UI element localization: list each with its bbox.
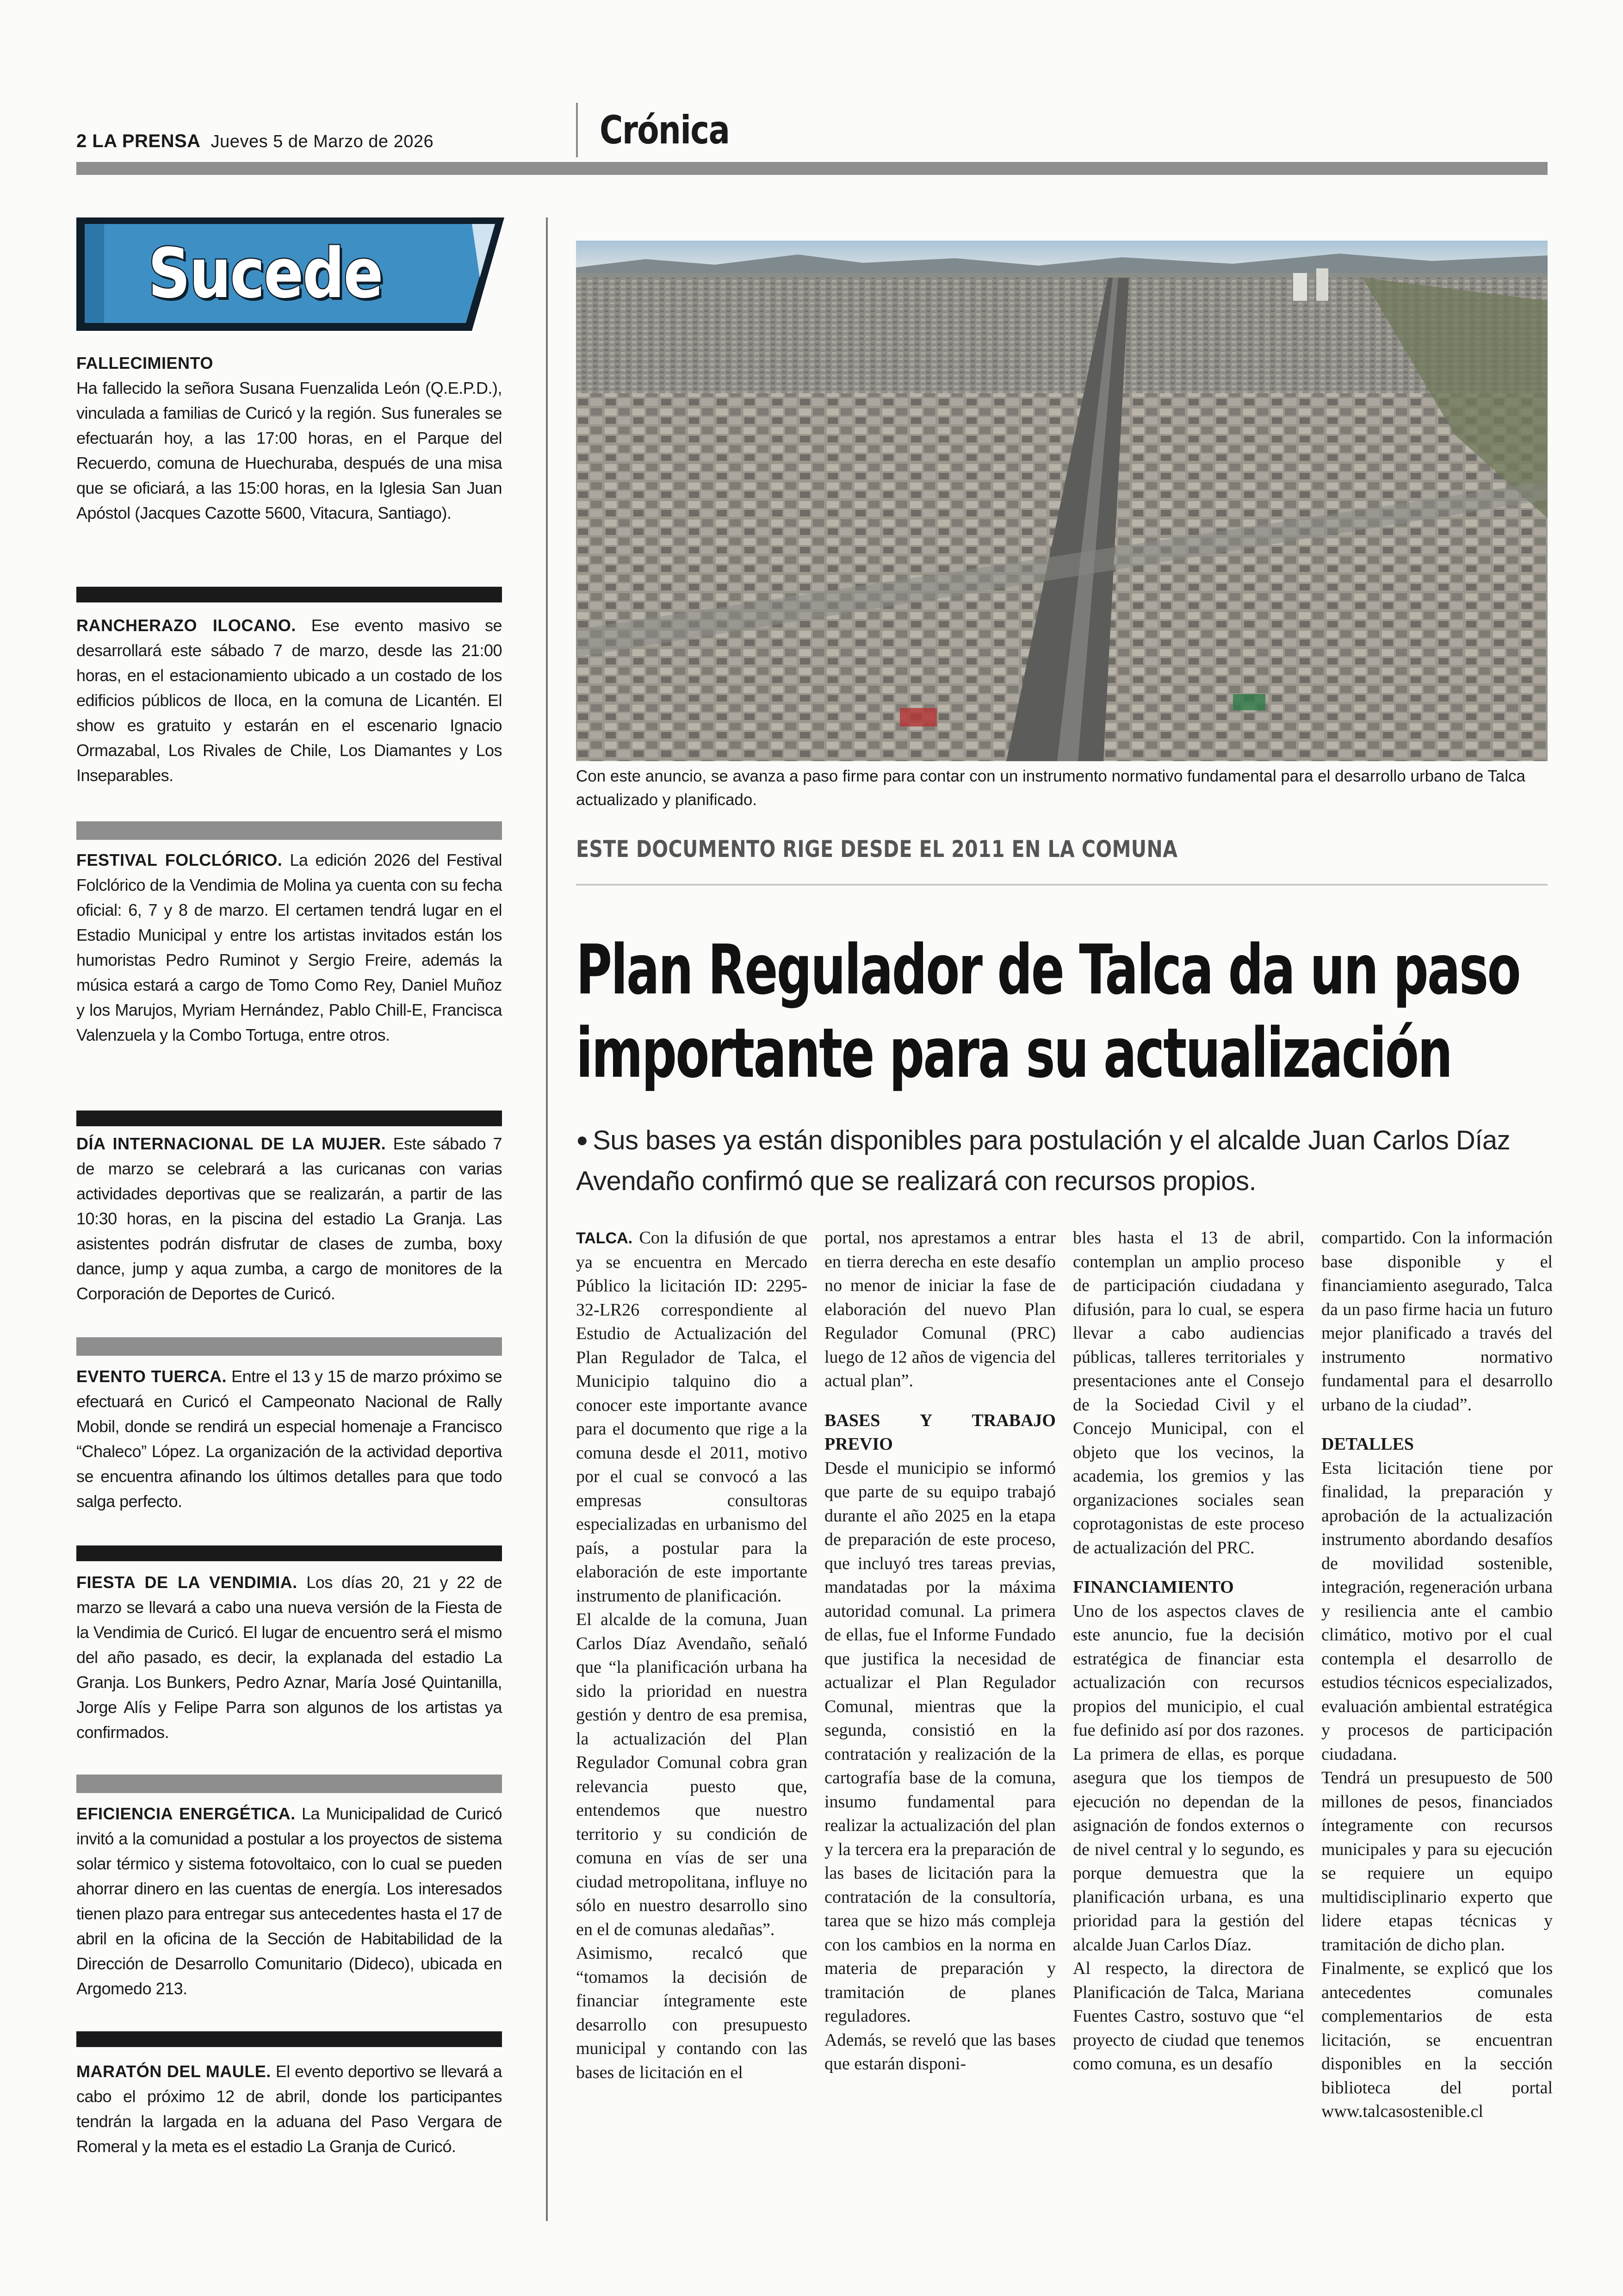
article-summary: [576, 1120, 1552, 1202]
item-title: RANCHERAZO ILOCANO.: [76, 616, 296, 635]
subheading: BASES Y TRABAJO PREVIO: [824, 1410, 1056, 1454]
item-title: DÍA INTERNACIONAL DE LA MUJER.: [76, 1134, 386, 1153]
item-text: El evento deportivo se llevará a cabo el próximo 12 de abril, donde los participantes tendrán la largada en la aduana del Paso Vergara de Romeral y la meta es el estadio La Granja de Curicó.: [76, 2062, 502, 2156]
body-paragraph: Uno de los aspectos claves de este anuncio, fue la decisión estratégica de financiar esta actualización con recursos propios del municipio, el cual fue definido así por dos razones. La primera de ellas, es porque asegura que los tiempos de ejecución no dependan de la asignación de fondos externos o de nivel central y lo segundo, es porque demuestra que la planificación urbana, es una prioridad para la gestión del alcalde Juan Carlos Díaz.: [1073, 1601, 1304, 1955]
subheading: FINANCIAMIENTO: [1073, 1577, 1234, 1597]
item-title: FALLECIMIENTO: [76, 354, 213, 372]
separator-bar: [76, 821, 502, 840]
body-paragraph: Desde el municipio se informó que parte de su equipo trabajó durante el año 2025 en la etapa de preparación de este proceso, que incluyó tres tareas previas, mandatadas por la máxima autoridad comunal. La primera de ellas, fue el Informe Fundado que justifica la necesidad de actualizar el Plan Regulador Comunal, mientras que la segunda, consistió en la contratación y realización de la cartografía base de la comuna, insumo fundamental para realizar la actualización del plan y la tercera era la preparación de las bases de licitación para la contratación de la consultoría, tarea que se hizo más compleja con los cambios en la norma en materia de preparación y tramitación de planes reguladores.: [824, 1458, 1056, 2026]
item-text: La edición 2026 del Festival Folclórico de la Vendimia de Molina ya cuenta con su fecha oficial: 6, 7 y 8 de marzo. El certamen tendrá lugar en el Estadio Municipal y entre los artistas invitados están los humoristas Pedro Ruminot y Sergio Freire, además la música estará a cargo de Tomo Como Rey, Daniel Muñoz y los Marujos, Myriam Hernández, Pablo Chill-E, Francisca Valenzuela y la Combo Tortuga, entre otros.: [76, 850, 502, 1044]
sidebar-item: [76, 1131, 502, 1306]
aerial-city-photo: [576, 241, 1548, 761]
header-rule: [76, 162, 1548, 175]
body-paragraph: El alcalde de la comuna, Juan Carlos Díaz Avendaño, señaló que “la planificación urbana ha sido la prioridad en nuestra gestión y dentro de esa premisa, la actualización del Plan Regulador Comunal cobra gran relevancia puesto que, entendemos que nuestro territorio y su condición de comuna en vías de ser una ciudad metropolitana, influye no sólo en nuestro desarrollo sino en el de comunas aledañas”.: [576, 1610, 807, 1939]
body-paragraph: Finalmente, se explicó que los antecedentes comunales complementarios de esta licitación, se encuentran disponibles en la sección biblioteca del portal www.talcasostenible.cl: [1321, 1959, 1553, 2121]
sidebar-item: [76, 2059, 502, 2159]
body-paragraph: Además, se reveló que las bases que estarán disponi-: [824, 2030, 1056, 2073]
body-paragraph: bles hasta el 13 de abril, contemplan un amplio proceso de participación ciudadana y difusión, para lo cual, se espera llevar a cabo audiencias públicas, talleres territoriales y presentaciones ante el Consejo de la Sociedad Civil y el Concejo Municipal, con el objeto que los vecinos, la academia, los gremios y las organizaciones sociales sean coprotagonistas de este proceso de actualización del PRC.: [1073, 1228, 1304, 1558]
sidebar-item: [76, 1570, 502, 1745]
sidebar-item: [76, 613, 502, 788]
summary-text: Sus bases ya están disponibles para postulación y el alcalde Juan Carlos Díaz Avendaño confirmó que se realizará con recursos propios.: [576, 1125, 1511, 1196]
item-text: Ha fallecido la señora Susana Fuenzalida León (Q.E.P.D.), vinculada a familias de Curicó y la región. Sus funerales se efectuarán hoy, a las 17:00 horas, en el Parque del Recuerdo, comuna de Huechuraba, después de una misa que se oficiará, a las 15:00 horas, en la Iglesia San Juan Apóstol (Jacques Cazotte 5600, Vitacura, Santiago).: [76, 379, 502, 522]
sidebar-item: [76, 351, 502, 526]
body-column-3: [1073, 1226, 1304, 2076]
body-paragraph: compartido. Con la información base disponible y el financiamiento asegurado, Talca da un paso firme hacia un futuro mejor planificado a través del instrumento normativo fundamental para el desarrollo urbano de la ciudad”.: [1321, 1228, 1553, 1415]
photo-caption: Con este anuncio, se avanza a paso firme para contar con un instrumento normativo fundamental para el desarrollo urbano de Talca actualizado y planificado.: [576, 767, 1525, 809]
item-text: Este sábado 7 de marzo se celebrará a las curicanas con varias actividades deportivas que se realizarán, a partir de las 10:30 horas, en la piscina del estadio La Granja. Las asistentes podrán disfrutar de clases de zumba, boxy dance, jump y aqua zumba, a cargo de monitores de la Corporación de Deportes de Curicó.: [76, 1134, 502, 1303]
item-text: Ese evento masivo se desarrollará este sábado 7 de marzo, desde las 21:00 horas, en el estacionamiento ubicado a un costado de los edificios públicos de Iloca, en la comuna de Licantén. El show es gratuito y estarán en el escenario Ignacio Ormazabal, Los Rivales de Chile, Los Diamantes y Los Inseparables.: [76, 616, 502, 785]
body-column-2: [824, 1226, 1056, 2076]
body-column-4: [1321, 1226, 1553, 2124]
separator-bar: [76, 2031, 502, 2047]
item-title: FESTIVAL FOLCLÓRICO.: [76, 850, 283, 869]
sidebar-item: [76, 1364, 502, 1514]
header-divider: [576, 103, 578, 157]
separator-bar: [76, 1337, 502, 1356]
item-title: EFICIENCIA ENERGÉTICA.: [76, 1804, 296, 1823]
section-title: Crónica: [600, 107, 730, 153]
page-number: 2: [76, 131, 87, 151]
sucede-banner-title: Sucede: [148, 234, 383, 313]
item-text: Entre el 13 y 15 de marzo próximo se efectuará en Curicó el Campeonato Nacional de Rally Mobil, donde se rendirá un especial homenaje a Francisco “Chaleco” López. La organización de la actividad deportiva se encuentra afinando los últimos detalles para que todo salga perfecto.: [76, 1367, 502, 1511]
kicker-rule: [576, 884, 1548, 886]
body-paragraph: Asimismo, recalcó que “tomamos la decisión de financiar íntegramente este desarrollo con presupuesto municipal y contando con las bases de licitación en el: [576, 1943, 807, 2082]
separator-bar: [76, 1545, 502, 1561]
subheading: DETALLES: [1321, 1434, 1414, 1454]
column-divider: [546, 217, 548, 2221]
separator-bar: [76, 1775, 502, 1793]
item-text: La Municipalidad de Curicó invitó a la comunidad a postular a los proyectos de sistema solar térmico y sistema fotovoltaico, con lo cual se pueden ahorrar dinero en las cuentas de energía. Los interesados tienen plazo para entregar sus antecedentes hasta el 17 de abril en la oficina de la Sección de Habitabilidad de la Dirección de Desarrollo Comunitario (Dideco), ubicada en Argomedo 213.: [76, 1804, 502, 1998]
body-paragraph: Al respecto, la directora de Planificación de Talca, Mariana Fuentes Castro, sostuvo que “el proyecto de ciudad que tenemos como comuna, es un desafío: [1073, 1959, 1304, 2073]
body-paragraph: Con la difusión de que ya se encuentra en Mercado Público la licitación ID: 2295-32-LR26 correspondiente al Estudio de Actualización del Plan Regulador de Talca, el Municipio talquino dio a conocer este importante avance para el documento que rige a la comuna desde el 2011, motivo por el cual se convocó a las empresas consultoras especializadas en urbanismo del país, a postular para la elaboración de este importante instrumento de planificación.: [576, 1228, 808, 1606]
dateline: TALCA.: [576, 1229, 633, 1247]
separator-bar: [76, 587, 502, 602]
item-title: EVENTO TUERCA.: [76, 1367, 227, 1386]
body-paragraph: Esta licitación tiene por finalidad, la preparación y aprobación de la actualización instrumento abordando desafíos de movilidad sostenible, integración, regeneración urbana y resiliencia ante el cambio climático, motivo por el cual contempla el desarrollo de estudios técnicos especializados, evaluación ambiental estratégica y procesos de participación ciudadana.: [1321, 1458, 1553, 1764]
sidebar-item: [76, 1801, 502, 2001]
article-kicker: ESTE DOCUMENTO RIGE DESDE EL 2011 EN LA COMUNA: [576, 836, 1178, 863]
sidebar-item: [76, 848, 502, 1048]
item-title: FIESTA DE LA VENDIMIA.: [76, 1573, 297, 1592]
bullet-icon: ●: [576, 1129, 588, 1151]
issue-date: Jueves 5 de Marzo de 2026: [211, 132, 434, 151]
body-paragraph: portal, nos aprestamos a entrar en tierra derecha en este desafío no menor de iniciar la fase de elaboración del nuevo Plan Regulador Comunal (PRC) luego de 12 años de vigencia del actual plan”.: [824, 1228, 1056, 1390]
page-folio: [76, 131, 434, 152]
item-text: Los días 20, 21 y 22 de marzo se llevará a cabo una nueva versión de la Fiesta de la Vendimia de Curicó. El lugar de encuentro será el mismo del año pasado, es decir, la explanada del estadio La Granja. Los Bunkers, Pedro Aznar, María José Quintanilla, Jorge Alís y Felipe Parra son algunos de los artistas ya confirmados.: [76, 1573, 502, 1742]
headline-line-2: importante para su actualización: [576, 1013, 1452, 1093]
headline-line-1: Plan Regulador de Talca da un paso: [576, 930, 1520, 1010]
item-title: MARATÓN DEL MAULE.: [76, 2062, 271, 2081]
separator-bar: [76, 1111, 502, 1126]
body-paragraph: Tendrá un presupuesto de 500 millones de pesos, financiados íntegramente con recursos municipales y para su ejecución se requiere un equipo multidisciplinario experto que lidere etapas técnicas y tramitación de dicho plan.: [1321, 1768, 1553, 1955]
body-column-1: [576, 1226, 807, 2085]
publication-name: LA PRENSA: [92, 131, 200, 151]
